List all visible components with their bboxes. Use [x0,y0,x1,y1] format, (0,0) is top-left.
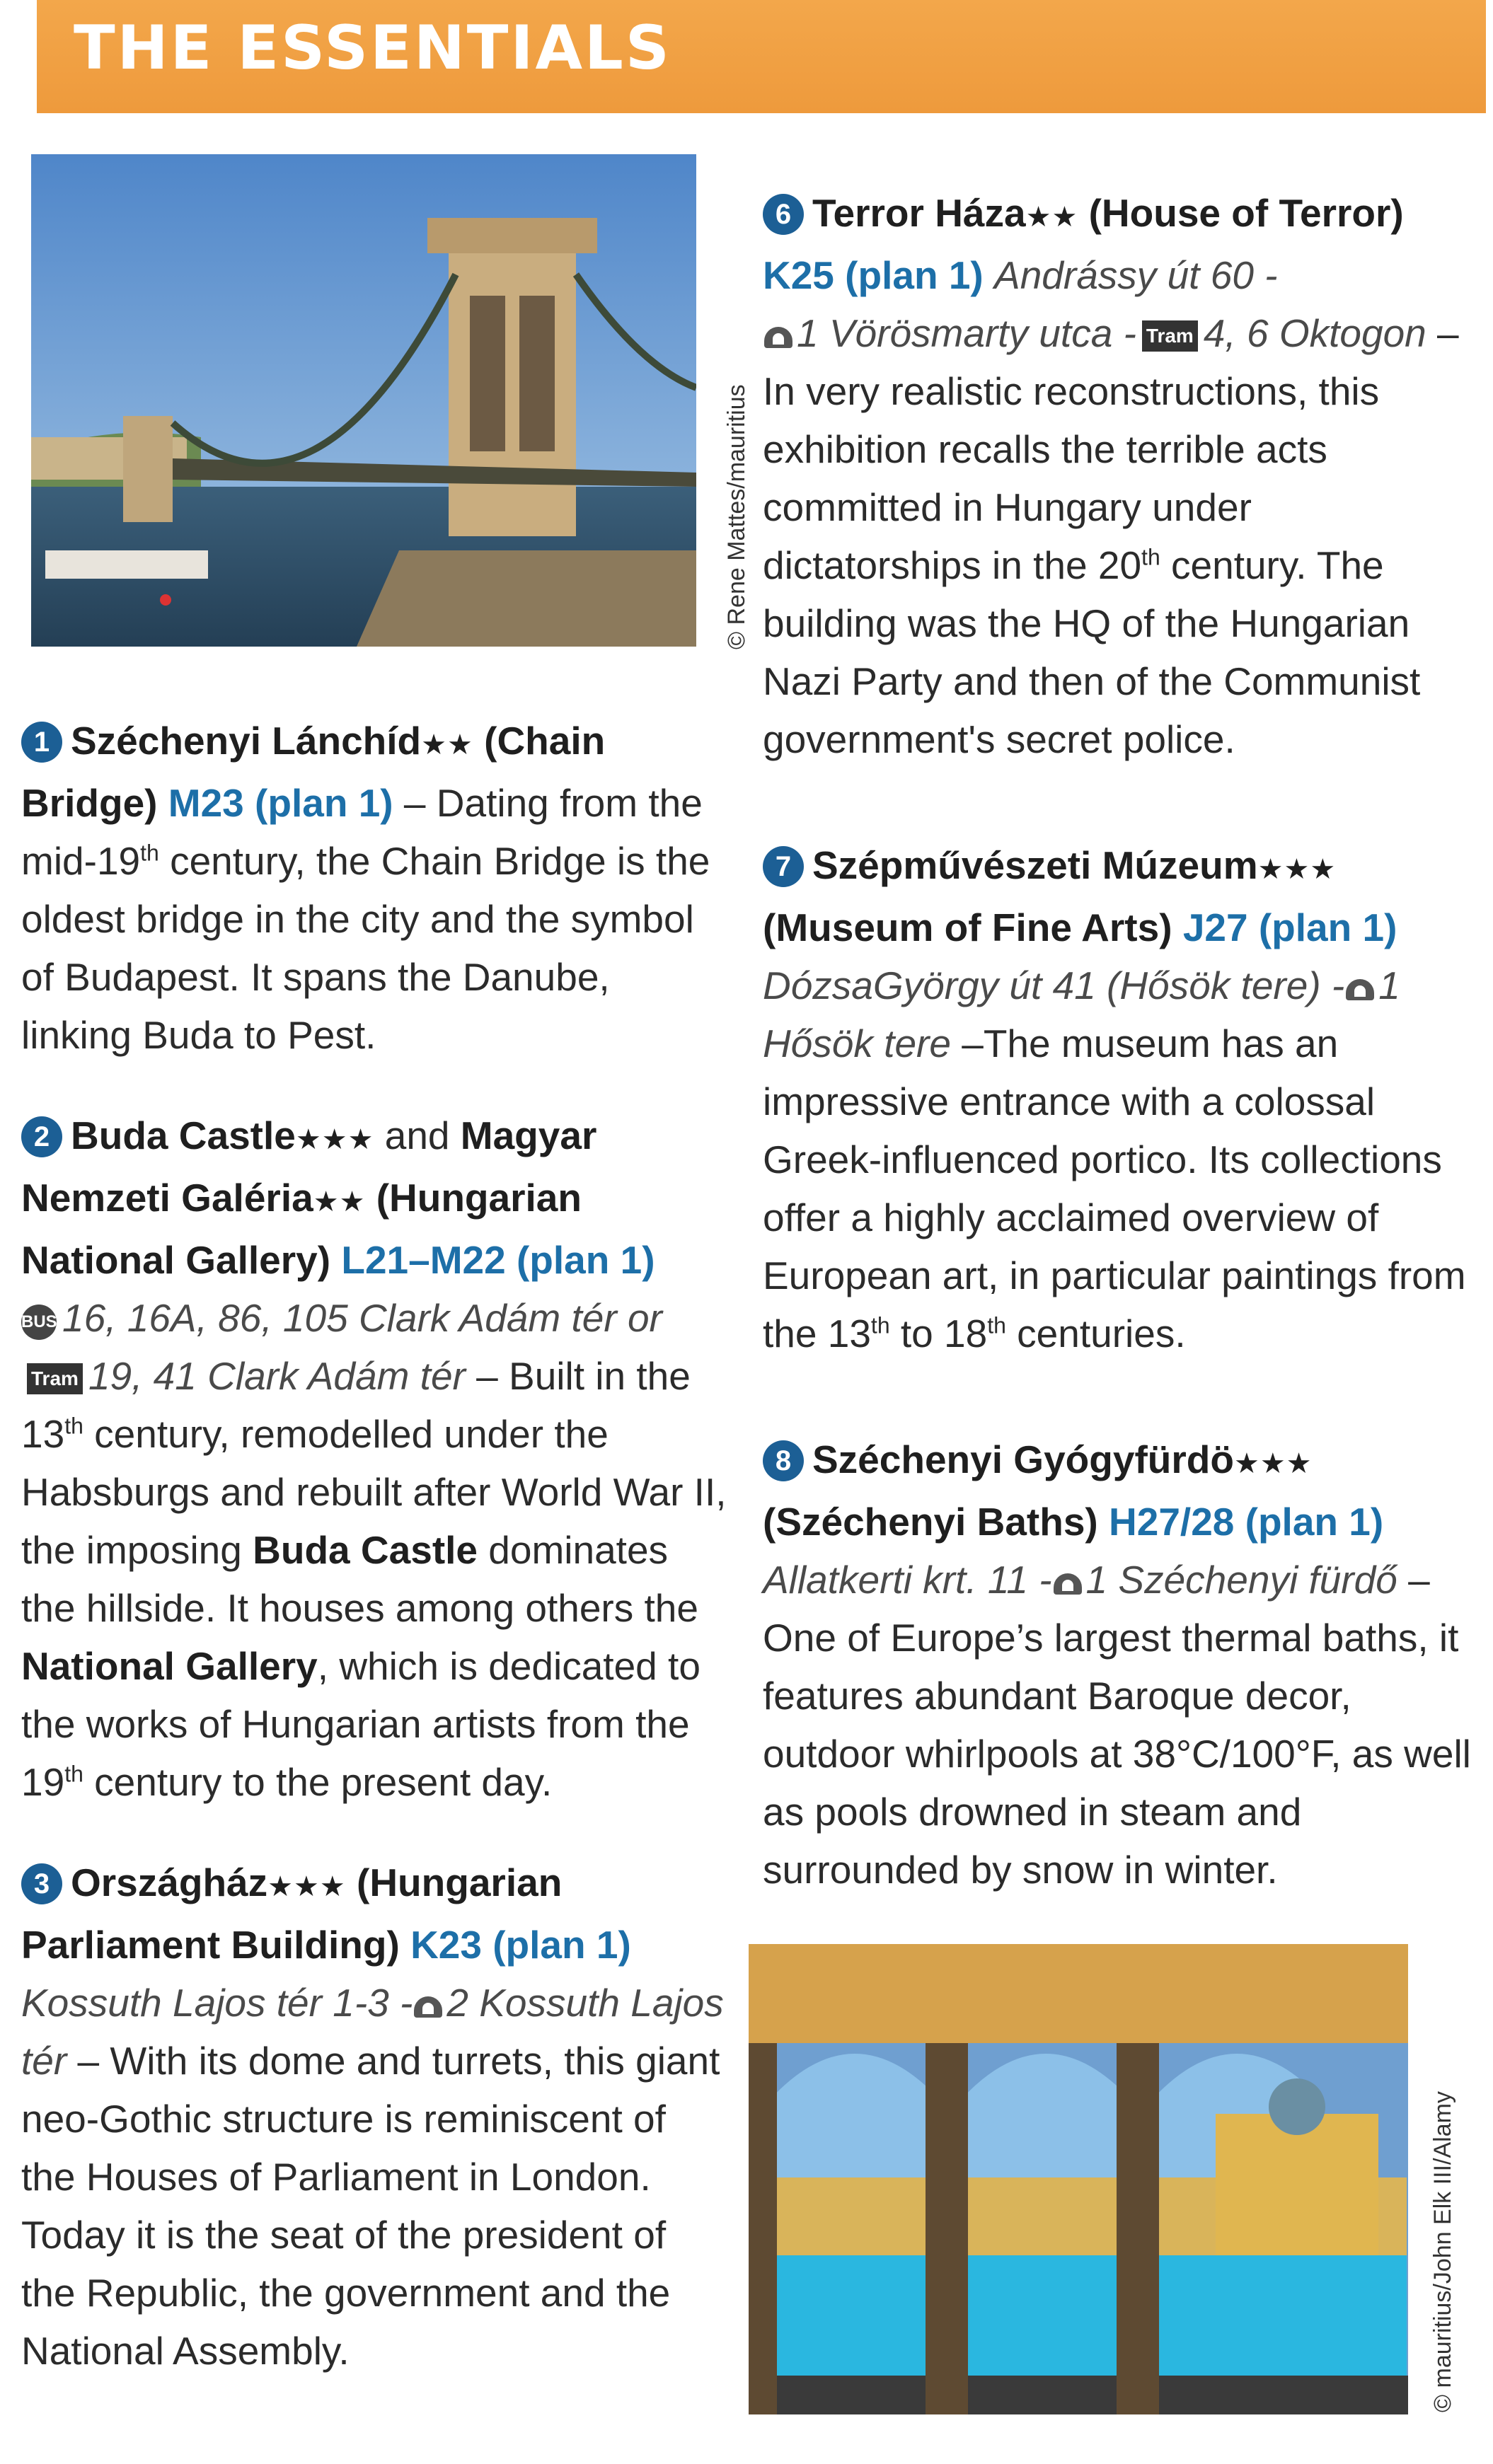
superscript: th [64,1413,83,1439]
entry-text: – One of Europe’s largest thermal baths, it features abundant Baroque decor, outdoor whirlpools at 38°C/100°F, as well as pools drowned in steam and surrounded by snow in winter. [763,1558,1471,1892]
entry-7 [763,836,1477,1363]
entry-3 [21,1853,729,2380]
rating-stars: ★★ [421,729,473,760]
address: Kossuth Lajos tér 1-3 - [21,1981,413,2025]
photo-credit-bottom: © mauritius/John Elk III/Alamy [1429,2091,1456,2412]
entry-title: Szépművészeti Múzeum [812,843,1258,887]
metro-icon [1054,1573,1082,1595]
entry-subtitle: (Museum of Fine Arts) [763,906,1172,949]
tram-icon: Tram [1142,320,1198,352]
tram-icon: Tram [27,1363,83,1394]
entry-title: Buda Castle [71,1114,296,1157]
metro-stop: 2 Kossuth Lajos tér [21,1981,724,2083]
entry-text: – In very realistic reconstructions, this exhibition recalls the terrible acts committed in Hungary under dictatorships in the 20 [763,311,1459,587]
entry-text: century, the Chain Bridge is the oldest bridge in the city and the symbol of Budapest. It spans the Danube, linking Buda to Pest. [21,839,710,1057]
superscript: th [870,1312,890,1338]
entry-title: Széchenyi Gyógyfürdö [812,1438,1234,1481]
entry-text: to 18 [889,1312,988,1355]
rating-stars-2: ★★ [313,1186,366,1217]
entry-title: Terror Háza [812,191,1026,235]
plan-reference: H27/28 (plan 1) [1109,1500,1384,1544]
address: Allatkerti krt. 11 - [763,1558,1052,1602]
metro-icon [764,327,792,348]
entry-1 [21,712,729,1064]
address: DózsaGyörgy út 41 (Hősök tere) - [763,964,1345,1007]
number-badge: 8 [763,1440,804,1481]
rating-stars: ★★★ [1233,1448,1313,1479]
entry-text: Dating from the mid-19 [21,781,703,883]
separator: – [393,781,437,825]
number-badge: 6 [763,194,804,235]
entry-text: century, remodelled under the Habsburgs and rebuilt after World War II, the imposing [21,1412,727,1572]
entry-6 [763,184,1477,768]
entry-text: centuries. [1005,1312,1186,1355]
rating-stars: ★★ [1025,202,1078,233]
section-title: THE ESSENTIALS [74,13,671,83]
rating-stars: ★★★ [1257,854,1337,885]
conjunction: and [374,1114,461,1157]
right-column [763,184,1477,1899]
plan-reference: L21–M22 (plan 1) [341,1238,655,1282]
tram-stop: 4, 6 Oktogon [1203,311,1426,355]
entry-subtitle: (House of Terror) [1088,191,1404,235]
chain-bridge-photo [31,154,696,647]
entry-text: century. The building was the HQ of the Hungarian Nazi Party and then of the Communist government's secret police. [763,543,1421,761]
bus-icon: BUS [21,1305,57,1340]
number-badge: 2 [21,1116,62,1157]
left-column [21,712,729,2380]
entry-2 [21,1106,729,1811]
plan-reference: K23 (plan 1) [410,1923,631,1967]
bold-term: National Gallery [21,1644,318,1688]
section-banner [37,0,1486,113]
metro-icon [414,1996,442,2018]
bold-term: Buda Castle [253,1528,478,1572]
tram-lines: 19, 41 Clark Adám tér [88,1354,466,1398]
entry-text: –The museum has an impressive entrance with a colossal Greek-influenced portico. Its collections offer a highly acclaimed overview of European art, in particular paintings from the 13 [763,1022,1466,1355]
rating-stars: ★★★ [295,1124,374,1155]
entry-subtitle: (Széchenyi Baths) [763,1500,1098,1544]
metro-stop: 1 Hősök tere [763,964,1400,1065]
address: Andrássy út 60 - [994,253,1278,297]
entry-subtitle: (Hungarian National Gallery) [21,1176,582,1282]
entry-title: Széchenyi Lánchíd [71,719,422,763]
number-badge: 3 [21,1863,62,1904]
entry-title-2: Magyar Nemzeti Galéria [21,1114,597,1220]
plan-reference: M23 (plan 1) [168,781,393,825]
superscript: th [1141,544,1160,570]
entry-text: , which is dedicated to the works of Hungarian artists from the 19 [21,1644,701,1804]
entry-title: Országház [71,1861,268,1904]
szechenyi-baths-photo [749,1944,1408,2414]
plan-reference: J27 (plan 1) [1182,906,1397,949]
metro-stop: 1 Vörösmarty utca - [797,311,1136,355]
entry-8 [763,1430,1477,1899]
rating-stars: ★★★ [267,1871,346,1902]
entry-text: – Built in the 13 [21,1354,691,1456]
superscript: th [987,1312,1006,1338]
entry-text: dominates the hillside. It houses among others the [21,1528,698,1630]
photo-credit-top: © Rene Mattes/mauritius [723,384,750,649]
entry-subtitle: (Hungarian Parliament Building) [21,1861,563,1967]
number-badge: 7 [763,846,804,887]
superscript: th [140,840,159,866]
metro-stop: 1 Széchenyi fürdő [1085,1558,1397,1602]
number-badge: 1 [21,722,62,763]
entry-text: century to the present day. [83,1760,553,1804]
bus-lines: 16, 16A, 86, 105 Clark Adám tér or [62,1296,662,1340]
entry-subtitle: (Chain Bridge) [21,719,606,825]
entry-text: – With its dome and turrets, this giant neo-Gothic structure is reminiscent of the Houses of Parliament in London. Today it is the seat of the president of the Republic, the government and the National Assembly. [21,2039,720,2373]
superscript: th [64,1761,83,1787]
plan-reference: K25 (plan 1) [763,253,984,297]
metro-icon [1346,979,1374,1000]
